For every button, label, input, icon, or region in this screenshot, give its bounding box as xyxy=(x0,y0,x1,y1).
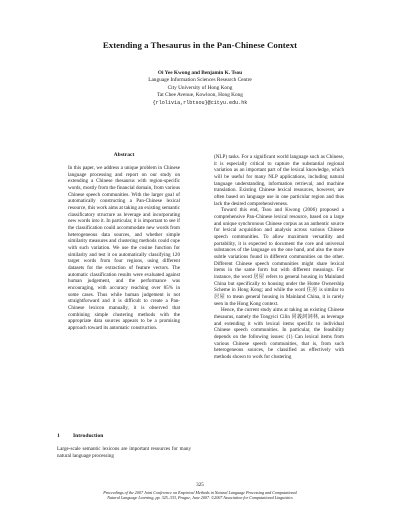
intro-paragraph-2: Toward this end, Tsou and Kwong (2006) proposed a comprehensive Pan-Chinese lexical resource, based on a large and unique synchronous Chinese corpus as an authentic source for lexical acquisition and analysis across various Chinese speech communities. To allow maximum versatility and portability, it is expected to document the core and universal substances of the language on the one hand, and also the more subtle variations found in different communities on the other. Different Chinese speech communities might share lexical items in the same form but with different meanings. For instance, the word 居屋 refers to general housing in Mainland China but specifically to housing under the Home Ownership Scheme in Hong Kong; and while the word 住房 is similar to 居屋 to mean general housing in Mainland China, it is rarely seen in the Hong Kong context. xyxy=(214,207,344,307)
affiliation-line-1: Language Information Sciences Research Centre xyxy=(148,77,252,84)
author-email: {rlolivia,rlbtsou}@cityu.edu.hk xyxy=(152,99,248,106)
proceedings-footer xyxy=(60,490,340,501)
footer-line-2: Natural Language Learning, pp. 325–333, Prague, June 2007. ©2007 Association for Computational Linguistics xyxy=(107,495,293,501)
intro-paragraph-1: (NLP) tasks. For a significant world language such as Chinese, it is especially critical to capture the substantial regional variation as an important part of the lexical knowledge, which will be useful for many NLP applications, including natural language understanding, information retrieval, and machine translation. Existing Chinese lexical resources, however, are often based on language use in one particular region and thus lack the desired comprehensiveness. xyxy=(214,154,344,207)
affiliation-line-3: Tat Chee Avenue, Kowloon, Hong Kong xyxy=(157,92,243,99)
abstract-text: In this paper, we address a unique problem in Chinese language processing and report on our study on extending a Chinese thesaurus with region-specific words, mostly from the financial domain, from various Chinese speech communities. With the larger goal of automatically constructing a Pan-Chinese lexical resource, this work aims at taking an existing semantic classificatory structure as leverage and incorporating new words into it. In particular, it is important to see if the classification could accommodate new words from heterogeneous data sources, and whether simple similarity measures and clustering methods could cope with such variation. We use the cosine function for similarity and test it on automatically classifying 120 target words from four regions, using different datasets for the extraction of feature vectors. The automatic classification results were evaluated against human judgement, and the performance was encouraging, with accuracy reaching over 85% in some cases. Thus while human judgement is not straightforward and it is difficult to create a Pan-Chinese lexicon manually, it is observed that combining simple clustering methods with the appropriate data sources appears to be a promising approach toward its automatic construction. xyxy=(68,165,180,332)
intro-left-text: Large-scale semantic lexicons are important resources for many natural language processing xyxy=(57,446,191,459)
section-title: Introduction xyxy=(73,433,104,439)
intro-paragraph-3: Hence, the current study aims at taking an existing Chinese thesaurus, namely the Tongyici Cilin 同義詞詞林, as leverage and extending it with lexical items specific to individual Chinese speech communities. In particular, the feasibility depends on the following issues: (1) Can lexical items from various Chinese speech communities, that is, from such heterogeneous sources, be classified as effectively with methods shown to work for clustering xyxy=(214,307,344,361)
paper-title: Extending a Thesaurus in the Pan-Chinese Context xyxy=(102,40,298,50)
affiliation-line-2: City University of Hong Kong xyxy=(167,84,233,91)
section-heading xyxy=(57,433,191,439)
author-names: Oi Yee Kwong and Benjamin K. Tsou xyxy=(157,70,243,76)
section-number: 1 xyxy=(57,433,60,439)
right-column xyxy=(214,154,344,361)
author-block xyxy=(0,70,400,107)
footer-line-1: Proceedings of the 2007 Joint Conference on Empirical Methods in Natural Language Processing and Computational xyxy=(103,490,297,495)
abstract-heading: Abstract xyxy=(113,152,135,158)
page-number: 325 xyxy=(196,482,204,488)
